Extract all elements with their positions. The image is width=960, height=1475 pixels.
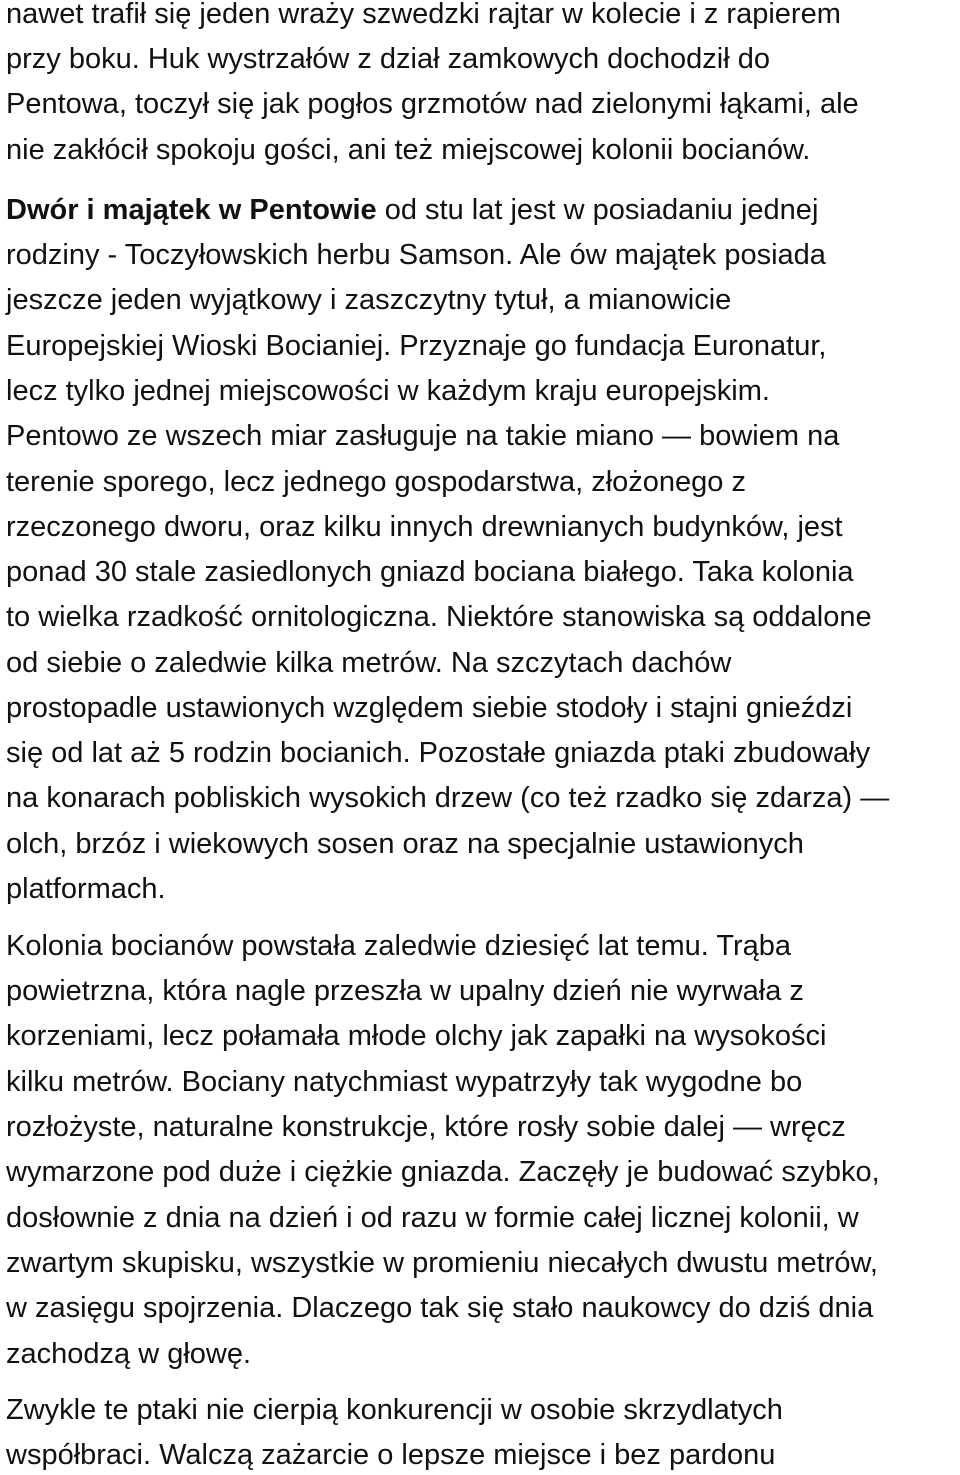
text-line: terenie sporego, lecz jednego gospodarstwa, złożonego z <box>6 466 746 498</box>
text-line: korzeniami, lecz połamała młode olchy jak zapałki na wysokości <box>6 1020 827 1052</box>
text-line: Europejskiej Wioski Bocianiej. Przyznaje go fundacja Euronatur, <box>6 330 827 362</box>
text-line: w zasięgu spojrzenia. Dlaczego tak się stało naukowcy do dziś dnia <box>6 1292 874 1324</box>
text-line: nie zakłócił spokoju gości, ani też miejscowej kolonii bocianów. <box>6 134 811 166</box>
text-line: się od lat aż 5 rodzin bocianich. Pozostałe gniazda ptaki zbudowały <box>6 737 871 769</box>
text-line: kilku metrów. Bociany natychmiast wypatrzyły tak wygodne bo <box>6 1066 803 1098</box>
text-line: platformach. <box>6 873 166 905</box>
text-line: to wielka rzadkość ornitologiczna. Niektóre stanowiska są oddalone <box>6 601 872 633</box>
text-line: ponad 30 stale zasiedlonych gniazd bociana białego. Taka kolonia <box>6 556 854 588</box>
text-line: wymarzone pod duże i ciężkie gniazda. Zaczęły je budować szybko, <box>6 1156 880 1188</box>
text-line: zwartym skupisku, wszystkie w promieniu niecałych dwustu metrów, <box>6 1247 878 1279</box>
text-line: zachodzą w głowę. <box>6 1338 252 1370</box>
bold-lead-text: Dwór i majątek w Pentowie <box>6 194 377 226</box>
text-line: powietrzna, która nagle przeszła w upalny dzień nie wyrwała z <box>6 975 804 1007</box>
text-line: przy boku. Huk wystrzałów z dział zamkowych dochodził do <box>6 43 770 75</box>
text-span: od stu lat jest w posiadaniu jednej <box>376 194 819 226</box>
text-line: od siebie o zaledwie kilka metrów. Na szczytach dachów <box>6 647 732 679</box>
text-line: na konarach pobliskich wysokich drzew (co też rzadko się zdarza) ― <box>6 782 890 814</box>
text-line: rozłożyste, naturalne konstrukcje, które rosły sobie dalej ― wręcz <box>6 1111 846 1143</box>
text-line <box>6 192 818 228</box>
text-line: rodziny - Toczyłowskich herbu Samson. Ale ów majątek posiada <box>6 239 826 271</box>
text-line: olch, brzóz i wiekowych sosen oraz na specjalnie ustawionych <box>6 828 804 860</box>
text-line: Pentowo ze wszech miar zasługuje na takie miano ― bowiem na <box>6 420 840 452</box>
text-line: Pentowa, toczył się jak pogłos grzmotów nad zielonymi łąkami, ale <box>6 88 859 120</box>
text-line: nawet trafił się jeden wraży szwedzki rajtar w kolecie i z rapierem <box>6 0 841 30</box>
text-line: dosłownie z dnia na dzień i od razu w formie całej licznej kolonii, w <box>6 1202 859 1234</box>
text-line: jeszcze jeden wyjątkowy i zaszczytny tytuł, a mianowicie <box>6 284 732 316</box>
text-line: Zwykle te ptaki nie cierpią konkurencji w osobie skrzydlatych <box>6 1394 783 1426</box>
text-line: prostopadle ustawionych względem siebie stodoły i stajni gnieździ <box>6 692 853 724</box>
text-line: rzeczonego dworu, oraz kilku innych drewnianych budynków, jest <box>6 511 843 543</box>
text-line: współbraci. Walczą zażarcie o lepsze miejsce i bez pardonu <box>6 1439 776 1471</box>
text-line: lecz tylko jednej miejscowości w każdym kraju europejskim. <box>6 375 770 407</box>
text-line: Kolonia bocianów powstała zaledwie dziesięć lat temu. Trąba <box>6 930 792 962</box>
